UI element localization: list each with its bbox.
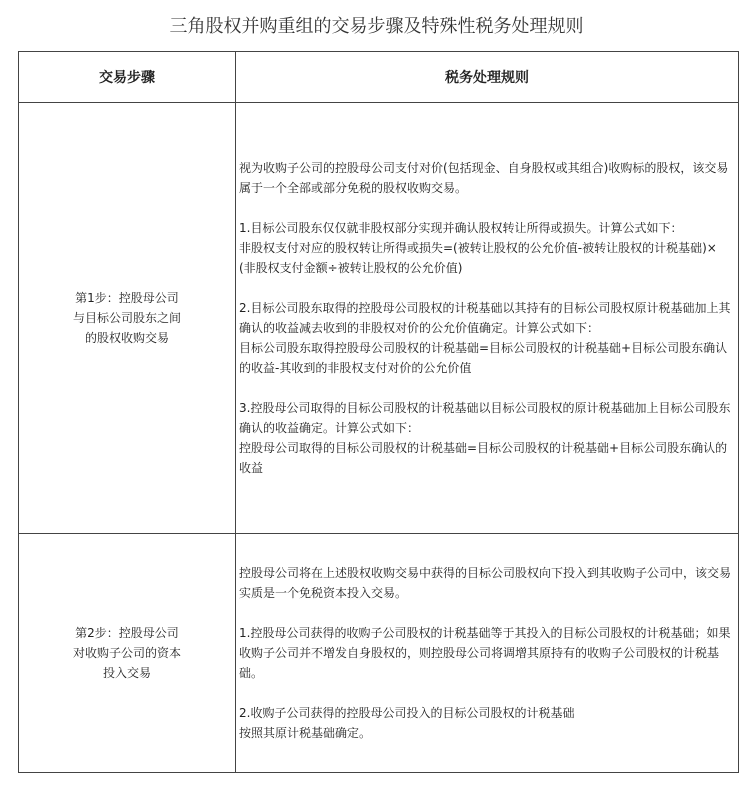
step-line: 投入交易 (102, 666, 151, 680)
rule-text: 1.控股母公司获得的收购子公司股权的计税基础等于其投入的目标公司股权的计税基础；如果收购子公司并不增发自身股权的，则控股母公司将调增其原持有的收购子公司股权的计税基础。 (239, 626, 731, 680)
rule-text: 视为收购子公司的控股母公司支付对价(包括现金、自身股权或其组合)收购标的股权，该交易属于一个全部或部分免税的股权收购交易。 (239, 161, 729, 195)
rule-text: 3.控股母公司取得的目标公司股权的计税基础以目标公司股权的原计税基础加上目标公司股东确认的收益确定。计算公式如下： (239, 401, 731, 435)
rules-cell (236, 534, 739, 773)
step-line: 与目标公司股东之间 (72, 311, 181, 325)
rule-paragraph (239, 158, 732, 198)
tax-rules-table (18, 51, 739, 773)
rule-paragraph (239, 703, 732, 743)
header-rules: 税务处理规则 (236, 52, 739, 103)
step-line: 第2步：控股母公司 (75, 626, 179, 640)
rule-formula: 目标公司股东取得控股母公司股权的计税基础=目标公司股权的计税基础+目标公司股东确认的收益-其收到的非股权支付对价的公允价值 (239, 341, 728, 375)
table-row (19, 534, 739, 773)
step-line: 第1步：控股母公司 (75, 291, 179, 305)
rule-paragraph (239, 398, 732, 478)
rule-text: 1.目标公司股东仅仅就非股权部分实现并确认股权转让所得或损失。计算公式如下： (239, 221, 683, 235)
rule-text: 按照其原计税基础确定。 (239, 726, 372, 740)
table-header-row (19, 52, 739, 103)
step-cell (19, 534, 236, 773)
rule-text: 2.目标公司股东取得的控股母公司股权的计税基础以其持有的目标公司股权原计税基础加上其确认的收益减去收到的非股权对价的公允价值确定。计算公式如下： (239, 301, 731, 335)
rule-text: 2.收购子公司获得的控股母公司投入的目标公司股权的计税基础 (239, 706, 575, 720)
step-cell (19, 103, 236, 534)
rule-paragraph (239, 563, 732, 603)
header-steps: 交易步骤 (19, 52, 236, 103)
document-title: 三角股权并购重组的交易步骤及特殊性税务处理规则 (169, 16, 584, 37)
table-row (19, 103, 739, 534)
step-line: 的股权收购交易 (84, 331, 169, 345)
rule-formula: 非股权支付对应的股权转让所得或损失=(被转让股权的公允价值-被转让股权的计税基础)×(非股权支付金额÷被转让股权的公允价值) (239, 241, 717, 275)
step-line: 对收购子公司的资本 (72, 646, 181, 660)
rule-formula: 控股母公司取得的目标公司股权的计税基础=目标公司股权的计税基础+目标公司股东确认的收益 (239, 441, 728, 475)
rule-paragraph (239, 623, 732, 683)
rule-paragraph (239, 298, 732, 378)
rule-paragraph (239, 218, 732, 278)
rules-cell (236, 103, 739, 534)
rule-text: 控股母公司将在上述股权收购交易中获得的目标公司股权向下投入到其收购子公司中，该交易实质是一个免税资本投入交易。 (239, 566, 732, 600)
